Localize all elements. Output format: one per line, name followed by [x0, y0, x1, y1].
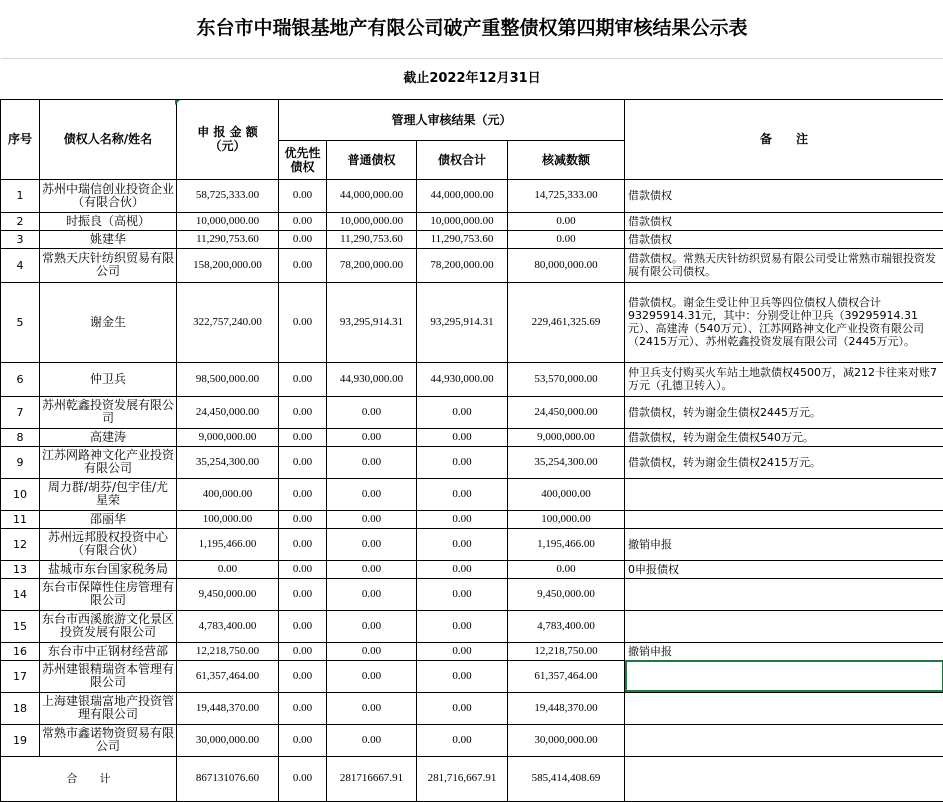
row-declared-amount[interactable]: 98,500,000.00 [177, 362, 279, 396]
row-ordinary-claim[interactable]: 0.00 [327, 692, 417, 724]
row-ordinary-claim[interactable]: 0.00 [327, 610, 417, 642]
row-remark[interactable]: 0申报债权 [625, 560, 943, 578]
row-seq[interactable]: 14 [1, 578, 40, 610]
row-seq[interactable]: 2 [1, 212, 40, 230]
row-declared-amount[interactable]: 30,000,000.00 [177, 724, 279, 756]
row-declared-amount[interactable]: 58,725,333.00 [177, 179, 279, 212]
row-reduced-amount[interactable]: 12,218,750.00 [508, 642, 625, 660]
table-row [1, 660, 943, 692]
row-seq[interactable]: 10 [1, 478, 40, 510]
total-row [1, 756, 943, 801]
row-priority-claim[interactable]: 0.00 [279, 248, 327, 282]
row-seq[interactable]: 16 [1, 642, 40, 660]
row-seq[interactable]: 1 [1, 179, 40, 212]
row-declared-amount[interactable]: 9,000,000.00 [177, 428, 279, 446]
row-remark[interactable] [625, 578, 943, 610]
table-row [1, 528, 943, 560]
row-priority-claim[interactable]: 0.00 [279, 528, 327, 560]
table-row [1, 248, 943, 282]
total-remark[interactable] [625, 756, 943, 801]
row-claim-total[interactable]: 0.00 [417, 560, 508, 578]
row-creditor-name[interactable]: 苏州建银精瑞资本管理有限公司 [40, 660, 177, 692]
row-reduced-amount[interactable]: 30,000,000.00 [508, 724, 625, 756]
row-creditor-name[interactable]: 谢金生 [40, 282, 177, 362]
row-declared-amount[interactable]: 100,000.00 [177, 510, 279, 528]
row-ordinary-claim[interactable]: 0.00 [327, 510, 417, 528]
row-creditor-name[interactable]: 苏州乾鑫投资发展有限公司 [40, 396, 177, 428]
row-seq[interactable]: 13 [1, 560, 40, 578]
row-ordinary-claim[interactable]: 0.00 [327, 528, 417, 560]
row-seq[interactable]: 19 [1, 724, 40, 756]
row-reduced-amount[interactable]: 14,725,333.00 [508, 179, 625, 212]
header-priority[interactable]: 优先性债权 [279, 140, 327, 179]
row-claim-total[interactable]: 93,295,914.31 [417, 282, 508, 362]
row-creditor-name[interactable]: 时振良（高枧） [40, 212, 177, 230]
row-declared-amount[interactable]: 24,450,000.00 [177, 396, 279, 428]
row-ordinary-claim[interactable]: 0.00 [327, 724, 417, 756]
row-reduced-amount[interactable]: 0.00 [508, 212, 625, 230]
row-remark[interactable]: 借款债权，转为谢金生债权540万元。 [625, 428, 943, 446]
table-row [1, 179, 943, 212]
row-ordinary-claim[interactable]: 44,000,000.00 [327, 179, 417, 212]
header-total[interactable]: 债权合计 [417, 140, 508, 179]
row-remark[interactable]: 借款债权 [625, 212, 943, 230]
total-ordinary[interactable]: 281716667.91 [327, 756, 417, 801]
row-priority-claim[interactable]: 0.00 [279, 560, 327, 578]
row-claim-total[interactable]: 44,930,000.00 [417, 362, 508, 396]
row-declared-amount[interactable]: 0.00 [177, 560, 279, 578]
row-priority-claim[interactable]: 0.00 [279, 660, 327, 692]
row-priority-claim[interactable]: 0.00 [279, 610, 327, 642]
row-claim-total[interactable]: 44,000,000.00 [417, 179, 508, 212]
row-seq[interactable]: 6 [1, 362, 40, 396]
row-creditor-name[interactable]: 邵丽华 [40, 510, 177, 528]
sheet-title[interactable]: 东台市中瑞银基地产有限公司破产重整债权第四期审核结果公示表 [1, 0, 943, 58]
header-seq[interactable]: 序号 [1, 99, 40, 179]
header-creditor[interactable]: 债权人名称/姓名 [40, 99, 177, 179]
row-seq[interactable]: 11 [1, 510, 40, 528]
row-creditor-name[interactable]: 苏州中瑞信创业投资企业（有限合伙） [40, 179, 177, 212]
row-seq[interactable]: 15 [1, 610, 40, 642]
total-reduced[interactable]: 585,414,408.69 [508, 756, 625, 801]
row-remark[interactable] [625, 692, 943, 724]
row-reduced-amount[interactable]: 9,000,000.00 [508, 428, 625, 446]
row-declared-amount[interactable]: 11,290,753.60 [177, 230, 279, 248]
header-declared[interactable]: 申 报 金 额（元） [177, 99, 279, 179]
row-ordinary-claim[interactable]: 0.00 [327, 396, 417, 428]
row-seq[interactable]: 17 [1, 660, 40, 692]
row-seq[interactable]: 18 [1, 692, 40, 724]
row-reduced-amount[interactable]: 4,783,400.00 [508, 610, 625, 642]
row-seq[interactable]: 7 [1, 396, 40, 428]
row-seq[interactable]: 5 [1, 282, 40, 362]
row-claim-total[interactable]: 10,000,000.00 [417, 212, 508, 230]
row-reduced-amount[interactable]: 61,357,464.00 [508, 660, 625, 692]
header-remarks[interactable]: 备 注 [625, 99, 943, 179]
row-priority-claim[interactable]: 0.00 [279, 724, 327, 756]
row-priority-claim[interactable]: 0.00 [279, 578, 327, 610]
row-seq[interactable]: 3 [1, 230, 40, 248]
row-priority-claim[interactable]: 0.00 [279, 212, 327, 230]
row-claim-total[interactable]: 0.00 [417, 528, 508, 560]
table-row [1, 642, 943, 660]
table-row [1, 560, 943, 578]
row-creditor-name[interactable]: 常熟天庆针纺织贸易有限公司 [40, 248, 177, 282]
row-ordinary-claim[interactable]: 10,000,000.00 [327, 212, 417, 230]
row-declared-amount[interactable]: 400,000.00 [177, 478, 279, 510]
row-claim-total[interactable]: 0.00 [417, 610, 508, 642]
table-row [1, 446, 943, 478]
row-declared-amount[interactable]: 158,200,000.00 [177, 248, 279, 282]
row-creditor-name[interactable]: 上海建银瑞富地产投资管理有限公司 [40, 692, 177, 724]
row-remark[interactable] [625, 478, 943, 510]
row-reduced-amount[interactable]: 19,448,370.00 [508, 692, 625, 724]
table-row [1, 692, 943, 724]
row-ordinary-claim[interactable]: 93,295,914.31 [327, 282, 417, 362]
table-row [1, 396, 943, 428]
total-declared[interactable]: 867131076.60 [177, 756, 279, 801]
row-priority-claim[interactable]: 0.00 [279, 478, 327, 510]
row-ordinary-claim[interactable]: 78,200,000.00 [327, 248, 417, 282]
row-seq[interactable]: 12 [1, 528, 40, 560]
row-claim-total[interactable]: 0.00 [417, 428, 508, 446]
row-reduced-amount[interactable]: 0.00 [508, 230, 625, 248]
row-seq[interactable]: 4 [1, 248, 40, 282]
total-claim-total[interactable]: 281,716,667.91 [417, 756, 508, 801]
table-row [1, 362, 943, 396]
row-creditor-name[interactable]: 盐城市东台国家税务局 [40, 560, 177, 578]
row-priority-claim[interactable]: 0.00 [279, 642, 327, 660]
row-priority-claim[interactable]: 0.00 [279, 446, 327, 478]
row-creditor-name[interactable]: 常熟市鑫诺物资贸易有限公司 [40, 724, 177, 756]
row-declared-amount[interactable]: 12,218,750.00 [177, 642, 279, 660]
row-claim-total[interactable]: 0.00 [417, 396, 508, 428]
row-claim-total[interactable]: 0.00 [417, 510, 508, 528]
row-reduced-amount[interactable]: 400,000.00 [508, 478, 625, 510]
row-remark[interactable] [625, 610, 943, 642]
row-remark[interactable]: 借款债权，转为谢金生债权2445万元。 [625, 396, 943, 428]
row-reduced-amount[interactable]: 229,461,325.69 [508, 282, 625, 362]
row-remark[interactable]: 借款债权。常熟天庆针纺织贸易有限公司受让常熟市瑞银投资发展有限公司债权。 [625, 248, 943, 282]
row-claim-total[interactable]: 0.00 [417, 642, 508, 660]
row-remark[interactable]: 借款债权 [625, 230, 943, 248]
row-remark[interactable]: 撤销申报 [625, 528, 943, 560]
row-ordinary-claim[interactable]: 0.00 [327, 560, 417, 578]
table-row [1, 578, 943, 610]
table-row [1, 610, 943, 642]
row-claim-total[interactable]: 11,290,753.60 [417, 230, 508, 248]
row-claim-total[interactable]: 0.00 [417, 446, 508, 478]
row-priority-claim[interactable]: 0.00 [279, 179, 327, 212]
row-creditor-name[interactable]: 江苏网路神文化产业投资有限公司 [40, 446, 177, 478]
row-seq[interactable]: 8 [1, 428, 40, 446]
comment-marker-icon [175, 100, 180, 105]
row-priority-claim[interactable]: 0.00 [279, 428, 327, 446]
header-reduced[interactable]: 核减数额 [508, 140, 625, 179]
row-claim-total[interactable]: 0.00 [417, 692, 508, 724]
row-declared-amount[interactable]: 61,357,464.00 [177, 660, 279, 692]
row-declared-amount[interactable]: 9,450,000.00 [177, 578, 279, 610]
row-creditor-name[interactable]: 姚建华 [40, 230, 177, 248]
row-remark[interactable]: 借款债权。谢金生受让仲卫兵等四位债权人债权合计93295914.31元，其中：分别受让仲卫兵（39295914.31元）、高建涛（540万元）、江苏网路神文化产业投资有限公司（2415万元）、苏州乾鑫投资发展有限公司（2445万元）。 [625, 282, 943, 362]
row-claim-total[interactable]: 0.00 [417, 578, 508, 610]
row-reduced-amount[interactable]: 53,570,000.00 [508, 362, 625, 396]
row-declared-amount[interactable]: 35,254,300.00 [177, 446, 279, 478]
header-review-group[interactable]: 管理人审核结果（元） [279, 99, 625, 140]
row-reduced-amount[interactable]: 1,195,466.00 [508, 528, 625, 560]
total-label[interactable]: 合 计 [1, 756, 177, 801]
row-declared-amount[interactable]: 1,195,466.00 [177, 528, 279, 560]
row-ordinary-claim[interactable]: 0.00 [327, 660, 417, 692]
row-creditor-name[interactable]: 东台市保障性住房管理有限公司 [40, 578, 177, 610]
row-creditor-name[interactable]: 仲卫兵 [40, 362, 177, 396]
row-creditor-name[interactable]: 东台市西溪旅游文化景区投资发展有限公司 [40, 610, 177, 642]
row-creditor-name[interactable]: 周力群/胡芬/包宇佳/尤星荣 [40, 478, 177, 510]
row-priority-claim[interactable]: 0.00 [279, 396, 327, 428]
row-remark[interactable]: 仲卫兵支付购买火车站土地款债权4500万，减212卡往来对账7万元（孔德卫转入）。 [625, 362, 943, 396]
row-remark[interactable] [625, 510, 943, 528]
sheet-subtitle[interactable]: 截止2022年12月31日 [1, 58, 943, 99]
row-ordinary-claim[interactable]: 44,930,000.00 [327, 362, 417, 396]
row-reduced-amount[interactable]: 35,254,300.00 [508, 446, 625, 478]
row-creditor-name[interactable]: 苏州远邦股权投资中心（有限合伙） [40, 528, 177, 560]
row-priority-claim[interactable]: 0.00 [279, 282, 327, 362]
row-priority-claim[interactable]: 0.00 [279, 510, 327, 528]
row-claim-total[interactable]: 78,200,000.00 [417, 248, 508, 282]
table-row [1, 724, 943, 756]
header-ordinary[interactable]: 普通债权 [327, 140, 417, 179]
row-remark[interactable] [625, 724, 943, 756]
row-claim-total[interactable]: 0.00 [417, 660, 508, 692]
row-priority-claim[interactable]: 0.00 [279, 230, 327, 248]
row-ordinary-claim[interactable]: 0.00 [327, 642, 417, 660]
table-row [1, 212, 943, 230]
row-seq[interactable]: 9 [1, 446, 40, 478]
row-reduced-amount[interactable]: 9,450,000.00 [508, 578, 625, 610]
selected-cell[interactable] [625, 660, 943, 692]
row-ordinary-claim[interactable]: 0.00 [327, 428, 417, 446]
row-priority-claim[interactable]: 0.00 [279, 692, 327, 724]
row-remark[interactable]: 借款债权，转为谢金生债权2415万元。 [625, 446, 943, 478]
row-reduced-amount[interactable]: 100,000.00 [508, 510, 625, 528]
row-remark[interactable]: 撤销申报 [625, 642, 943, 660]
row-creditor-name[interactable]: 高建涛 [40, 428, 177, 446]
row-ordinary-claim[interactable]: 0.00 [327, 478, 417, 510]
row-ordinary-claim[interactable]: 0.00 [327, 446, 417, 478]
row-declared-amount[interactable]: 4,783,400.00 [177, 610, 279, 642]
row-claim-total[interactable]: 0.00 [417, 724, 508, 756]
row-reduced-amount[interactable]: 80,000,000.00 [508, 248, 625, 282]
row-declared-amount[interactable]: 322,757,240.00 [177, 282, 279, 362]
row-remark[interactable]: 借款债权 [625, 179, 943, 212]
table-row [1, 282, 943, 362]
table-row [1, 428, 943, 446]
row-reduced-amount[interactable]: 0.00 [508, 560, 625, 578]
table-row [1, 230, 943, 248]
total-priority[interactable]: 0.00 [279, 756, 327, 801]
row-claim-total[interactable]: 0.00 [417, 478, 508, 510]
table-row [1, 510, 943, 528]
table-row [1, 478, 943, 510]
row-declared-amount[interactable]: 19,448,370.00 [177, 692, 279, 724]
row-priority-claim[interactable]: 0.00 [279, 362, 327, 396]
row-declared-amount[interactable]: 10,000,000.00 [177, 212, 279, 230]
row-ordinary-claim[interactable]: 11,290,753.60 [327, 230, 417, 248]
row-ordinary-claim[interactable]: 0.00 [327, 578, 417, 610]
row-creditor-name[interactable]: 东台市中正钢材经营部 [40, 642, 177, 660]
row-reduced-amount[interactable]: 24,450,000.00 [508, 396, 625, 428]
